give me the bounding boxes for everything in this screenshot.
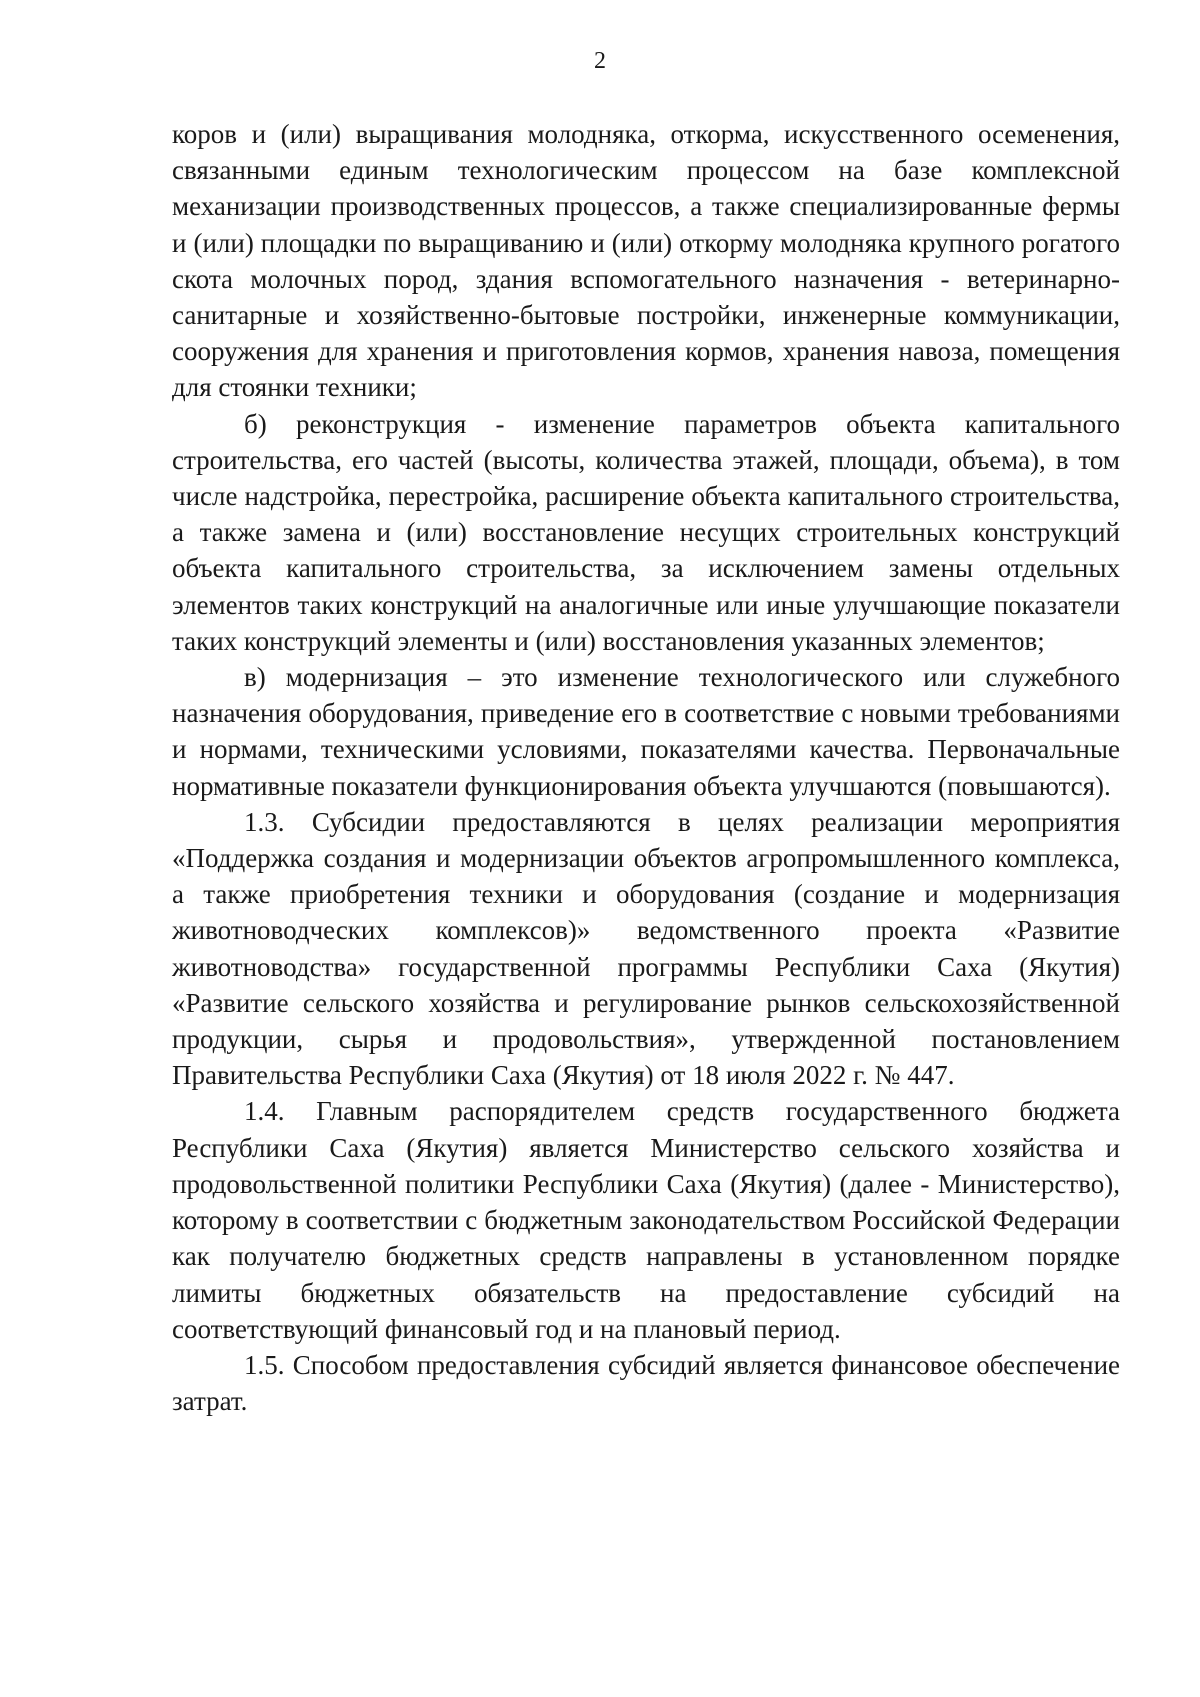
paragraph-reconstruction: б) реконструкция - изменение параметров объекта капитального строительства, его частей (высоты, количества этажей, площади, объема), в том числе надстройка, перестройка, расширение объекта капитального строительства, а также замена и (или) восстановление несущих строительных конструкций объекта капитального строительства, за исключением замены отдельных элементов таких конструкций на аналогичные или иные улучшающие показатели таких конструкций элементы и (или) восстановления указанных элементов; (172, 408, 1120, 656)
paragraph-1-3: 1.3. Субсидии предоставляются в целях реализации мероприятия «Поддержка создания и модернизации объектов агропромышленного комплекса, а также приобретения техники и оборудования (создание и модернизация животноводческих комплексов)» ведомственного проекта «Развитие животноводства» государственной программы Республики Саха (Якутия) «Развитие сельского хозяйства и регулирование рынков сельскохозяйственной продукции, сырья и продовольствия», утвержденной постановлением Правительства Республики Саха (Якутия) от 18 июля 2022 г. № 447. (172, 806, 1120, 1091)
page-number: 2 (594, 48, 606, 74)
paragraph-modernization: в) модернизация – это изменение технологического или служебного назначения оборудования, приведение его в соответствие с новыми требованиями и нормами, техническими условиями, показателями качества. Первоначальные нормативные показатели функционирования объекта улучшаются (повышаются). (172, 662, 1120, 801)
paragraph-1-4: 1.4. Главным распорядителем средств государственного бюджета Республики Саха (Якутия) является Министерство сельского хозяйства и продовольственной политики Республики Саха (Якутия) (далее - Министерство), которому в соответствии с бюджетным законодательством Российской Федерации как получателю бюджетных средств направлены в установленном порядке лимиты бюджетных обязательств на предоставление субсидий на соответствующий финансовый год и на плановый период. (172, 1096, 1120, 1344)
paragraph-continuation: коров и (или) выращивания молодняка, откорма, искусственного осеменения, связанными единым технологическим процессом на базе комплексной механизации производственных процессов, а также специализированные фермы и (или) площадки по выращиванию и (или) откорму молодняка крупного рогатого скота молочных пород, здания вспомогательного назначения - ветеринарно-санитарные и хозяйственно-бытовые постройки, инженерные коммуникации, сооружения для хранения и приготовления кормов, хранения навоза, помещения для стоянки техники; (172, 119, 1120, 403)
document-body (172, 116, 1120, 1419)
paragraph-1-5: 1.5. Способом предоставления субсидий является финансовое обеспечение затрат. (172, 1349, 1120, 1417)
